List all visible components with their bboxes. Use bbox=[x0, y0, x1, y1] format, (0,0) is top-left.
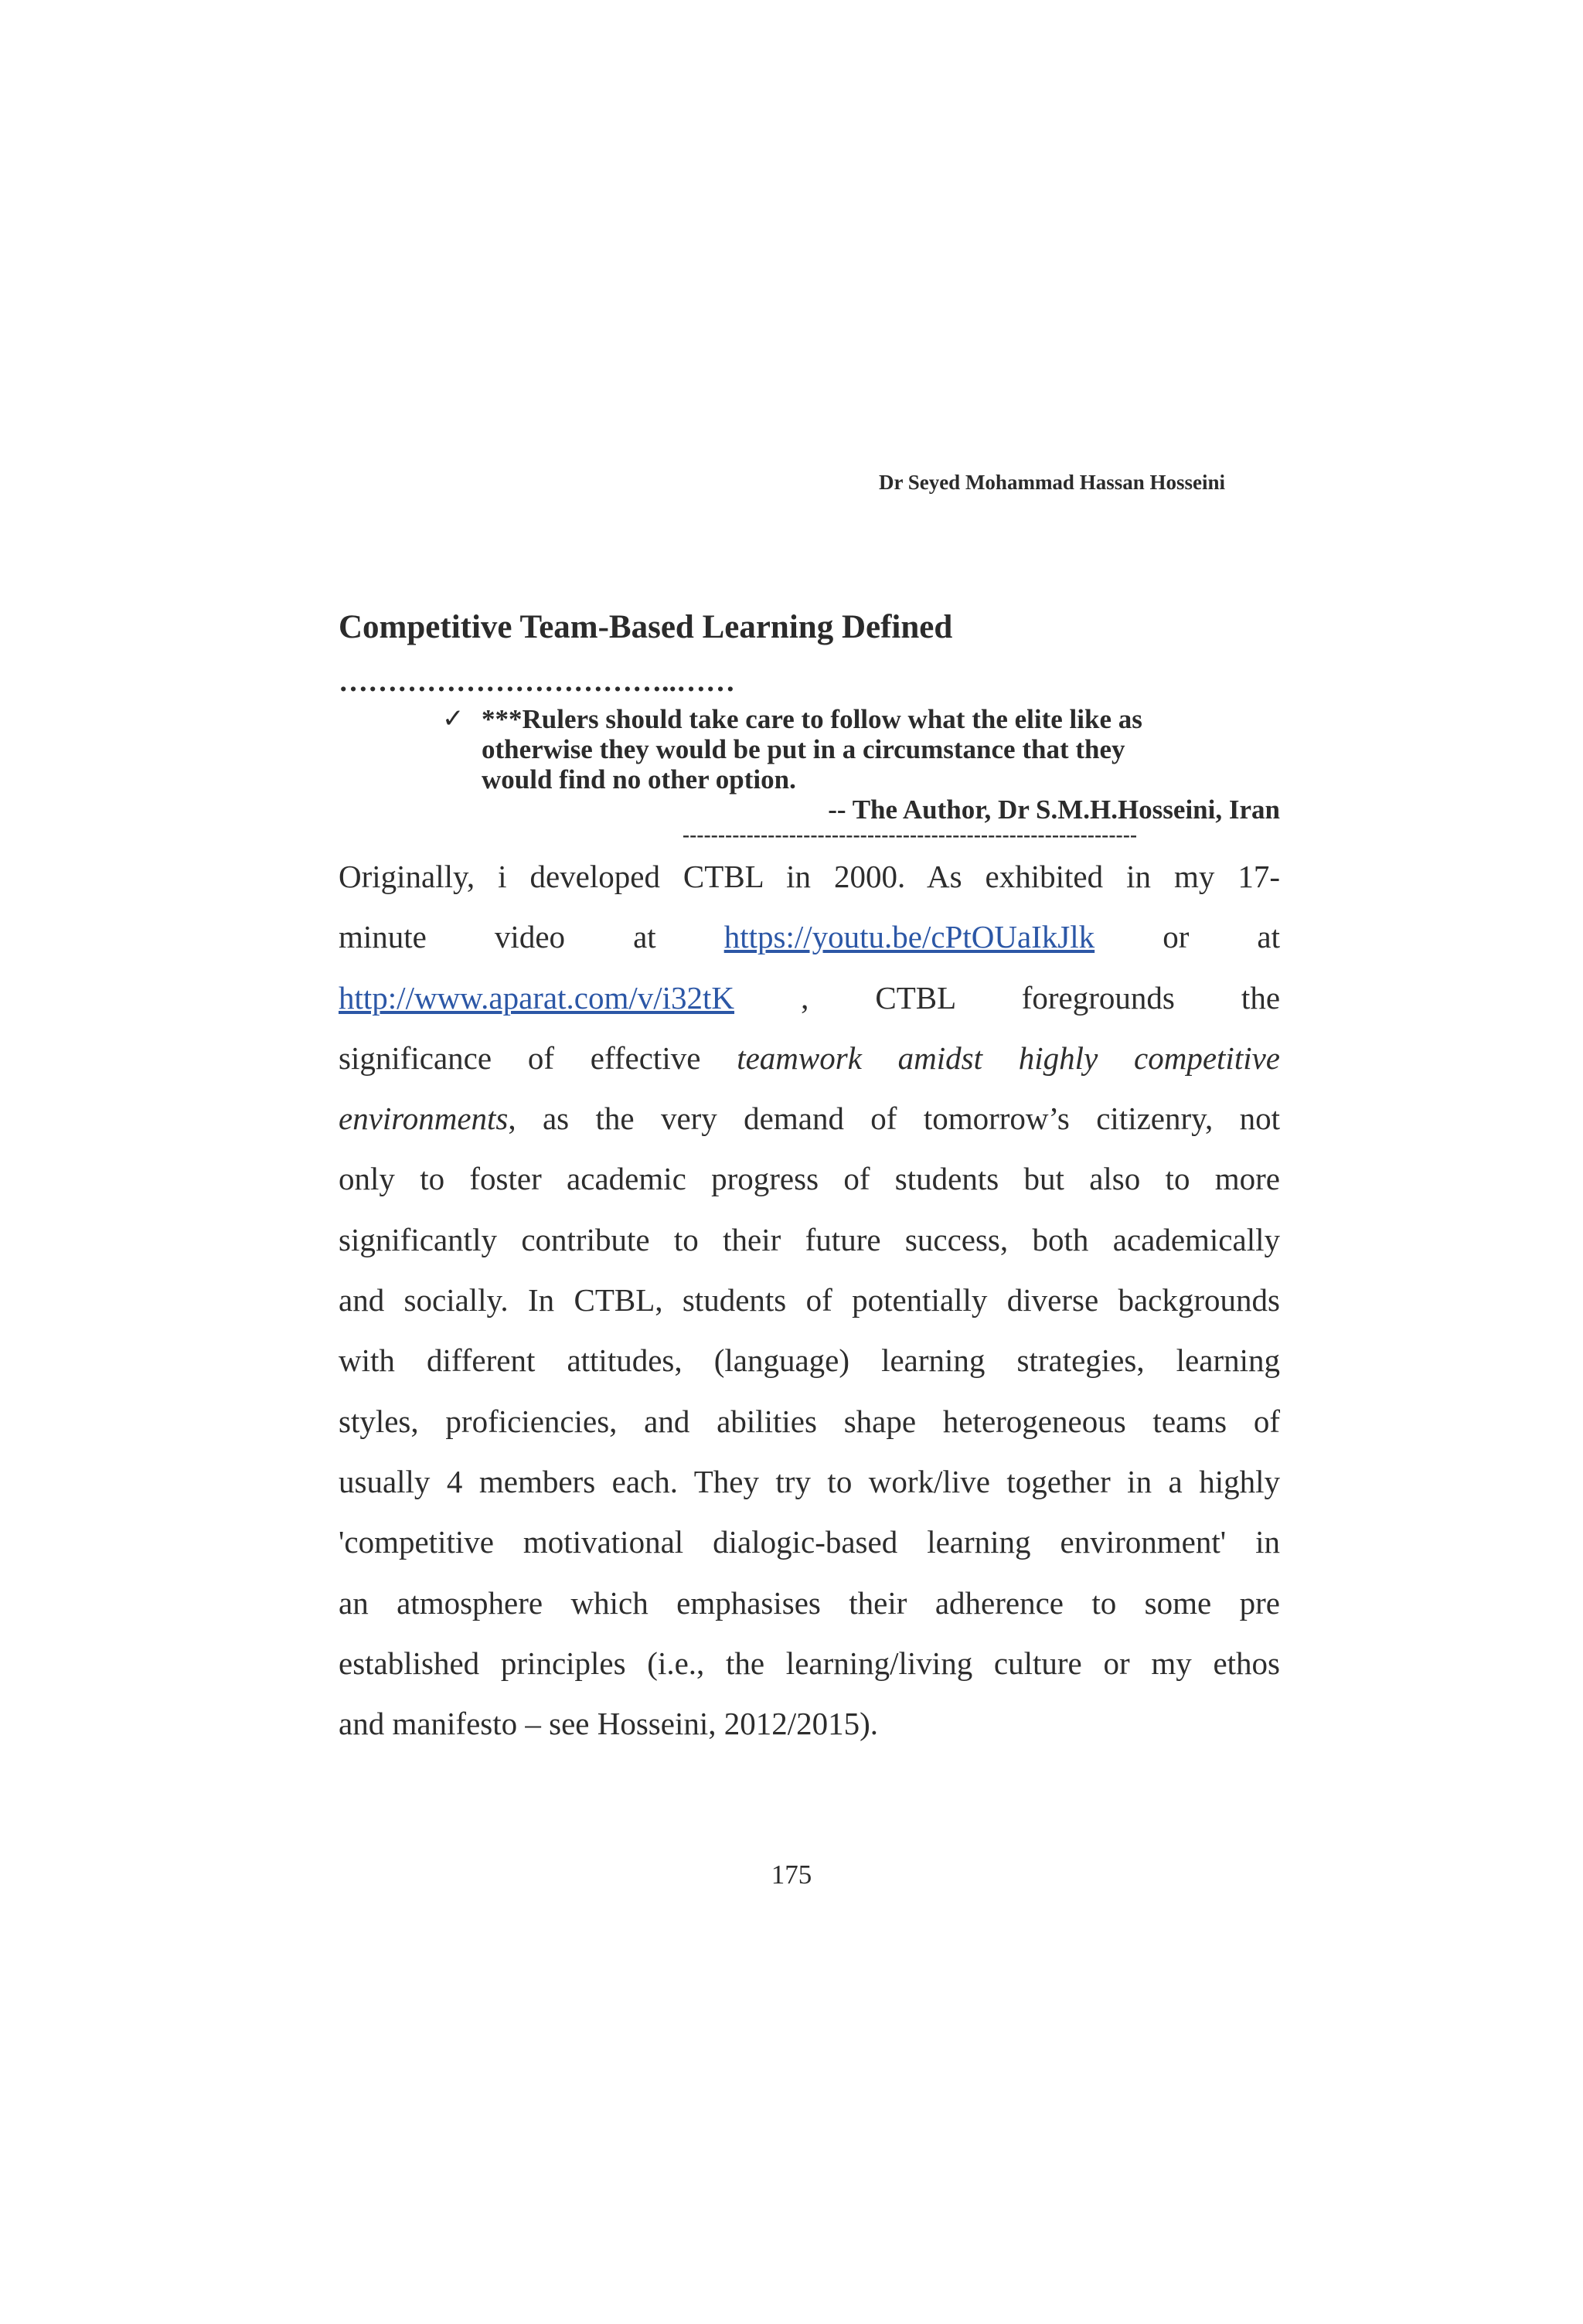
emphasis-text: teamwork amidst highly competitive bbox=[737, 1040, 1281, 1076]
word: at bbox=[633, 919, 656, 955]
text-line: an atmosphere which emphasises their adherence to some pre bbox=[339, 1584, 1280, 1621]
emphasis-text: environments bbox=[339, 1101, 509, 1137]
text-line: 'competitive motivational dialogic-based learning environment' in bbox=[339, 1524, 1280, 1560]
text-line bbox=[339, 1028, 1280, 1088]
text-line: only to foster academic progress of students but also to more bbox=[339, 1161, 1280, 1197]
text-line: significantly contribute to their future success, both academically bbox=[339, 1221, 1280, 1257]
text-line: and manifesto – see Hosseini, 2012/2015). bbox=[339, 1706, 879, 1742]
word: , bbox=[801, 979, 809, 1016]
body-paragraph bbox=[339, 846, 1280, 1754]
quote-line: ***Rulers should take care to follow what the elite like as bbox=[482, 704, 1142, 734]
quote-line: would find no other option. bbox=[482, 764, 796, 795]
leader-dots: ……………………………..…… bbox=[339, 665, 735, 698]
text-line: with different attitudes, (language) learning strategies, learning bbox=[339, 1342, 1280, 1379]
text-run: , as the very demand of tomorrow’s citizenry, not bbox=[508, 1101, 1280, 1137]
text-line bbox=[339, 907, 1280, 967]
word: minute bbox=[339, 919, 427, 955]
word: video bbox=[494, 919, 566, 955]
word: the bbox=[1241, 979, 1281, 1016]
text-line: styles, proficiencies, and abilities shape heterogeneous teams of bbox=[339, 1403, 1280, 1439]
running-head: Dr Seyed Mohammad Hassan Hosseini bbox=[878, 471, 1225, 494]
word: or bbox=[1163, 919, 1190, 955]
page-number: 175 bbox=[771, 1860, 812, 1890]
dashed-rule: ---------------------------------------------------------------- bbox=[683, 827, 1138, 842]
word: at bbox=[1257, 919, 1280, 955]
text-line bbox=[339, 968, 1280, 1028]
text-line: usually 4 members each. They try to work/live together in a highly bbox=[339, 1463, 1280, 1499]
text-run: significance of effective bbox=[339, 1040, 701, 1076]
aparat-link[interactable]: http://www.aparat.com/v/i32tK bbox=[339, 979, 735, 1016]
word: CTBL bbox=[875, 979, 955, 1016]
checkmark-icon: ✓ bbox=[442, 703, 465, 734]
youtube-link[interactable]: https://youtu.be/cPtOUaIkJlk bbox=[723, 919, 1095, 955]
quote-line: otherwise they would be put in a circumstance that they bbox=[482, 734, 1125, 764]
text-line bbox=[339, 1088, 1280, 1148]
text-line: and socially. In CTBL, students of potentially diverse backgrounds bbox=[339, 1282, 1280, 1319]
section-title: Competitive Team-Based Learning Defined bbox=[339, 609, 953, 645]
text-line: established principles (i.e., the learning/living culture or my ethos bbox=[339, 1645, 1280, 1681]
quote-attribution: -- The Author, Dr S.M.H.Hosseini, Iran bbox=[828, 795, 1280, 825]
epigraph-quote bbox=[482, 704, 1254, 795]
word: foregrounds bbox=[1021, 979, 1175, 1016]
text-line: Originally, i developed CTBL in 2000. As exhibited in my 17- bbox=[339, 859, 1280, 894]
